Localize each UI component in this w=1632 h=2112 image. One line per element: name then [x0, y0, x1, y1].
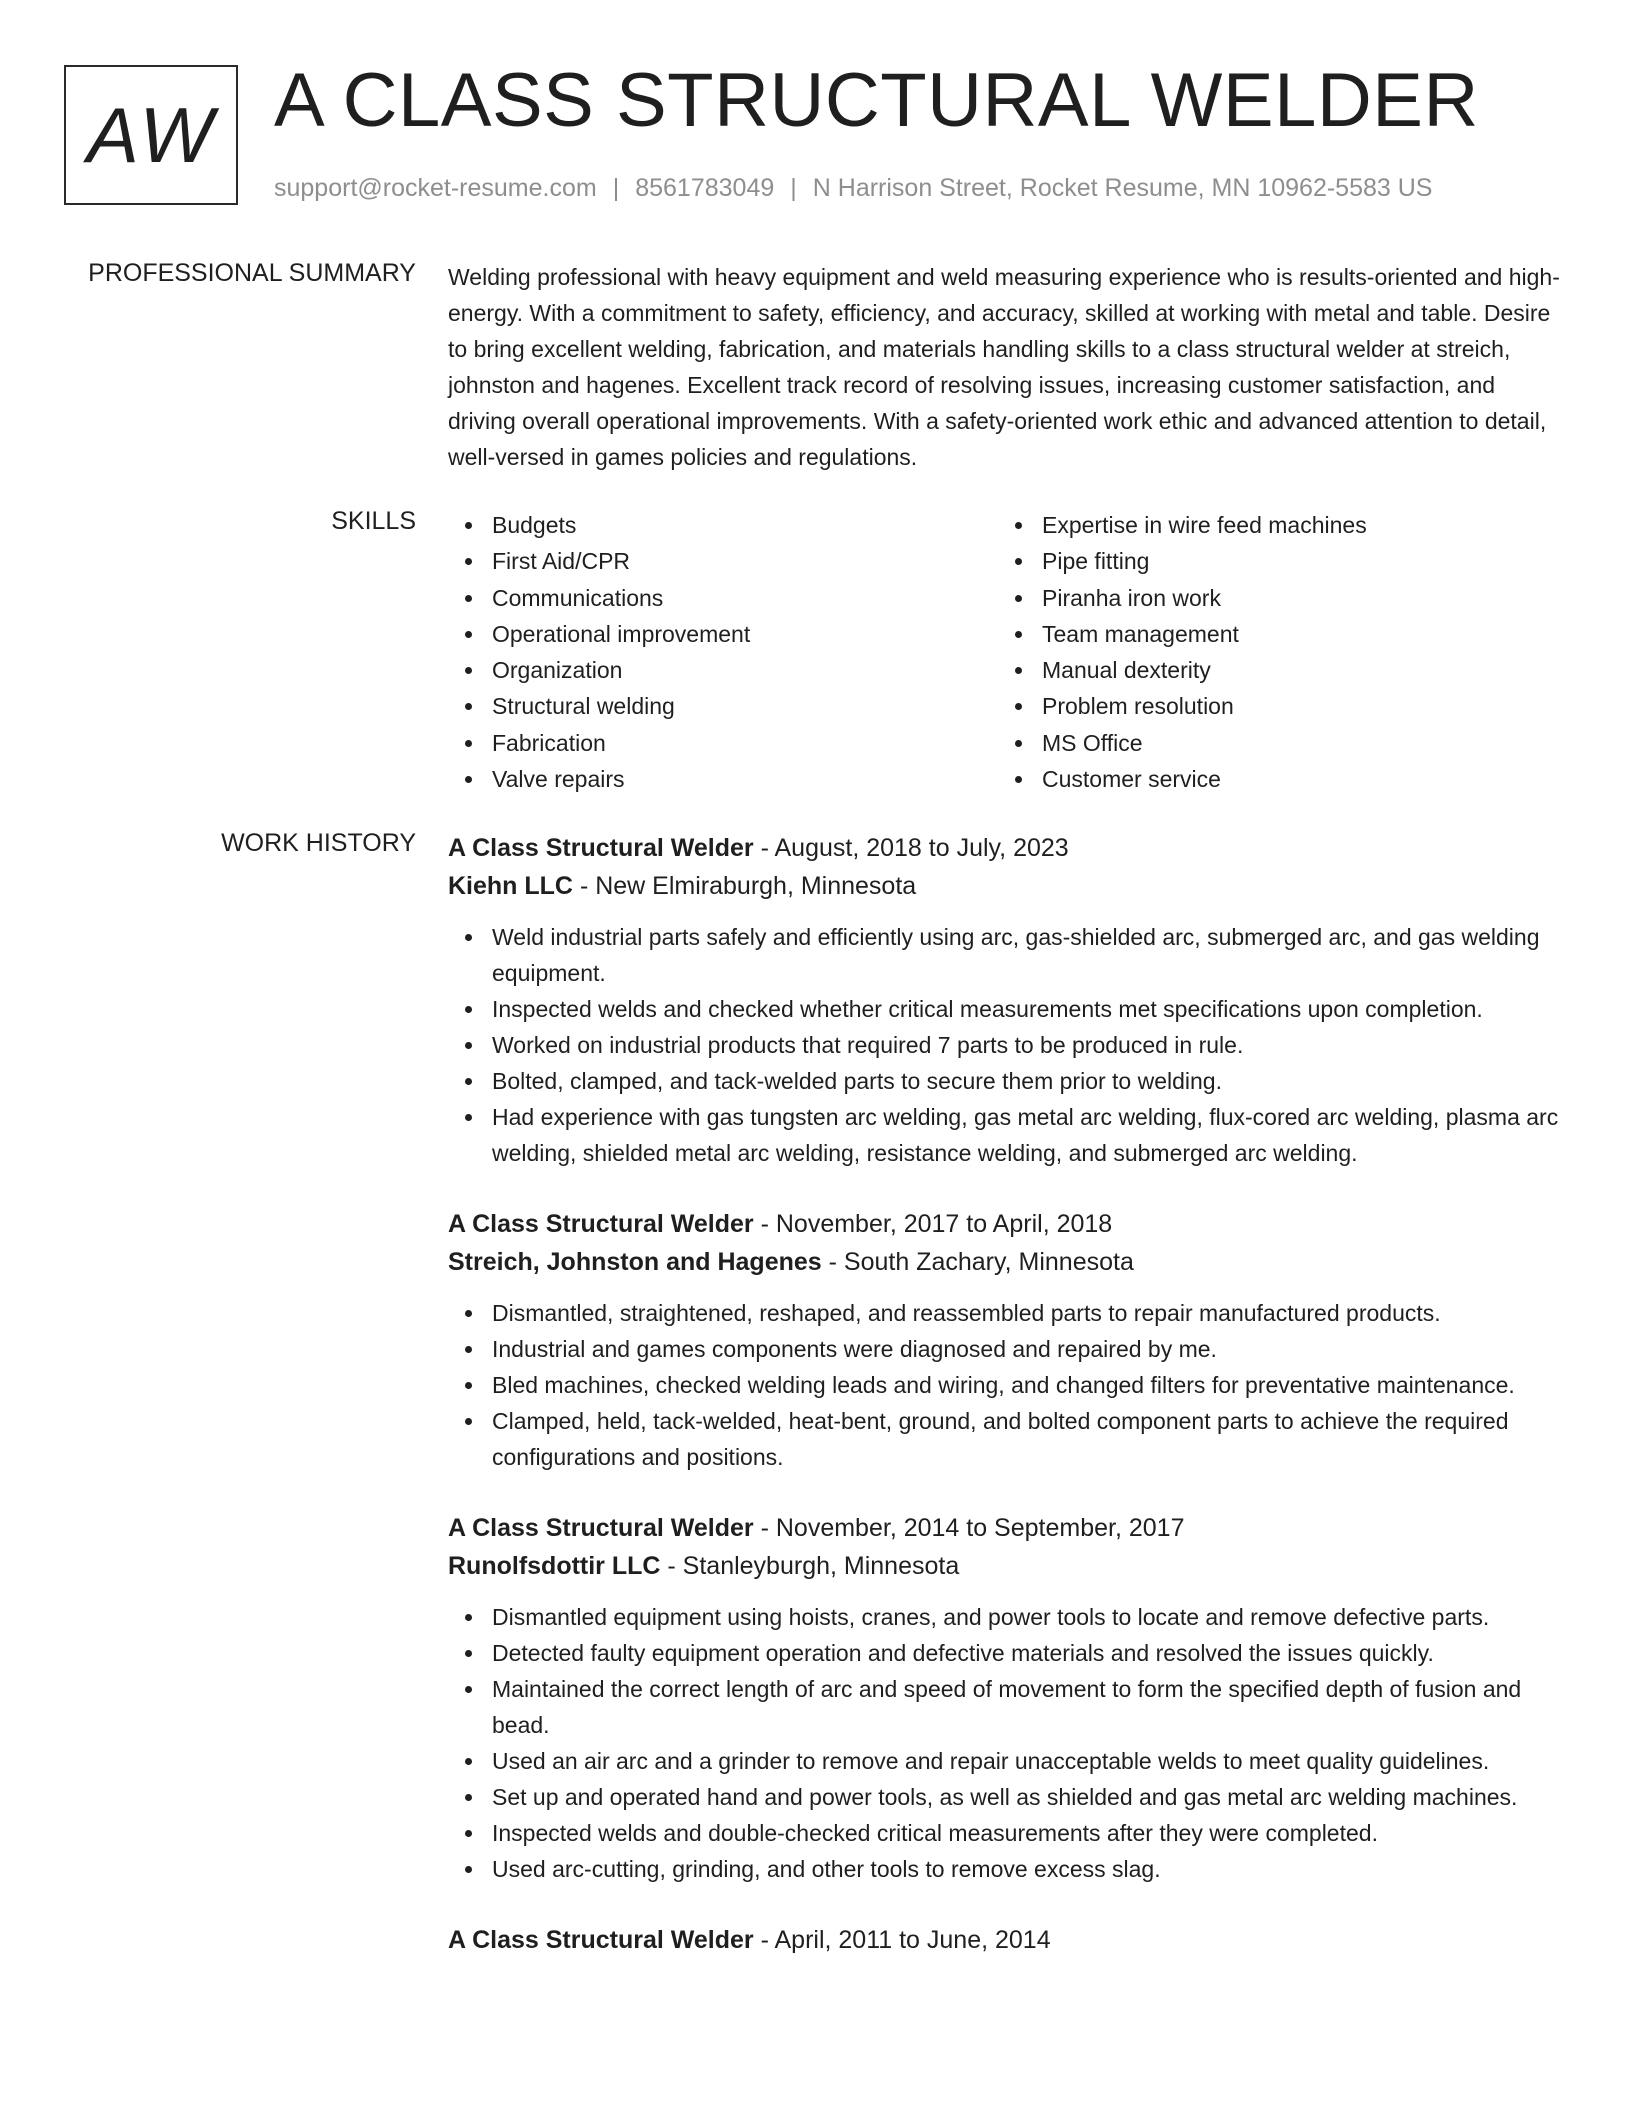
skills-list-left — [448, 507, 998, 797]
skill-item: Manual dexterity — [998, 652, 1548, 688]
job-title-line — [448, 1205, 1568, 1243]
job-title-line — [448, 1509, 1568, 1547]
job-entry — [448, 1205, 1568, 1475]
job-duty-item: Bolted, clamped, and tack-welded parts to secure them prior to welding. — [448, 1063, 1568, 1099]
job-location: - Stanleyburgh, Minnesota — [660, 1552, 960, 1580]
job-company: Streich, Johnston and Hagenes — [448, 1248, 822, 1276]
contact-address: N Harrison Street, Rocket Resume, MN 10962-5583 US — [812, 174, 1433, 202]
job-duties-list — [448, 1599, 1568, 1887]
job-title-line — [448, 1921, 1568, 1959]
job-company-line — [448, 867, 1568, 905]
work-history-list — [448, 829, 1568, 1993]
job-duty-item: Weld industrial parts safely and efficiently using arc, gas-shielded arc, submerged arc, and gas welding equipment. — [448, 919, 1568, 991]
job-company: Kiehn LLC — [448, 872, 573, 900]
job-title: A Class Structural Welder — [448, 1210, 754, 1238]
skill-item: Expertise in wire feed machines — [998, 507, 1548, 543]
job-duty-item: Detected faulty equipment operation and defective materials and resolved the issues quickly. — [448, 1635, 1568, 1671]
job-duty-item: Dismantled equipment using hoists, cranes, and power tools to locate and remove defective parts. — [448, 1599, 1568, 1635]
skill-item: Structural welding — [448, 688, 998, 724]
job-duty-item: Inspected welds and double-checked critical measurements after they were completed. — [448, 1815, 1568, 1851]
skill-item: Valve repairs — [448, 761, 998, 797]
skill-item: Piranha iron work — [998, 580, 1548, 616]
skill-item: Fabrication — [448, 725, 998, 761]
skill-item: Customer service — [998, 761, 1548, 797]
contact-separator: | — [612, 174, 620, 202]
job-duty-item: Bled machines, checked welding leads and wiring, and changed filters for preventative maintenance. — [448, 1367, 1568, 1403]
job-duty-item: Clamped, held, tack-welded, heat-bent, ground, and bolted component parts to achieve the required configurations and positions. — [448, 1403, 1568, 1475]
contact-phone[interactable]: 8561783049 — [635, 174, 775, 202]
job-title-line — [448, 829, 1568, 867]
job-dates: - November, 2014 to September, 2017 — [753, 1514, 1185, 1542]
job-duty-item: Used arc-cutting, grinding, and other tools to remove excess slag. — [448, 1851, 1568, 1887]
job-duty-item: Had experience with gas tungsten arc welding, gas metal arc welding, flux-cored arc welding, plasma arc welding, shielded metal arc welding, resistance welding, and submerged arc welding. — [448, 1099, 1568, 1171]
section-heading: WORK HISTORY — [221, 829, 416, 857]
skill-item: Communications — [448, 580, 998, 616]
skill-item: Budgets — [448, 507, 998, 543]
job-duty-item: Set up and operated hand and power tools, as well as shielded and gas metal arc welding machines. — [448, 1779, 1568, 1815]
job-duty-item: Inspected welds and checked whether critical measurements met specifications upon completion. — [448, 991, 1568, 1027]
contact-separator: | — [790, 174, 797, 202]
skill-item: Team management — [998, 616, 1548, 652]
skill-item: Pipe fitting — [998, 543, 1548, 579]
job-entry — [448, 829, 1568, 1171]
job-title: A Class Structural Welder — [448, 1926, 754, 1954]
resume-name: A CLASS STRUCTURAL WELDER — [274, 58, 1479, 143]
job-duty-item: Maintained the correct length of arc and speed of movement to form the specified depth of fusion and bead. — [448, 1671, 1568, 1743]
skill-item: Problem resolution — [998, 688, 1548, 724]
job-dates: - August, 2018 to July, 2023 — [753, 834, 1069, 862]
monogram-logo: AW — [64, 65, 238, 205]
skill-item: First Aid/CPR — [448, 543, 998, 579]
job-location: - South Zachary, Minnesota — [821, 1248, 1134, 1276]
job-duty-item: Industrial and games components were diagnosed and repaired by me. — [448, 1331, 1568, 1367]
job-company: Runolfsdottir LLC — [448, 1552, 661, 1580]
job-duty-item: Used an air arc and a grinder to remove and repair unacceptable welds to meet quality guidelines. — [448, 1743, 1568, 1779]
job-duty-item: Worked on industrial products that required 7 parts to be produced in rule. — [448, 1027, 1568, 1063]
section-heading: PROFESSIONAL SUMMARY — [88, 259, 416, 287]
job-dates: - November, 2017 to April, 2018 — [753, 1210, 1113, 1238]
job-entry — [448, 1921, 1568, 1959]
contact-line — [274, 174, 1432, 203]
job-dates: - April, 2011 to June, 2014 — [753, 1926, 1051, 1954]
skills-list-right — [998, 507, 1548, 797]
skill-item: MS Office — [998, 725, 1548, 761]
job-company-line — [448, 1243, 1568, 1281]
job-title: A Class Structural Welder — [448, 834, 754, 862]
skill-item: Organization — [448, 652, 998, 688]
job-duty-item: Dismantled, straightened, reshaped, and reassembled parts to repair manufactured products. — [448, 1295, 1568, 1331]
section-heading: SKILLS — [331, 507, 416, 535]
job-duties-list — [448, 919, 1568, 1171]
job-duties-list — [448, 1295, 1568, 1475]
resume-header — [0, 0, 1632, 230]
job-entry — [448, 1509, 1568, 1887]
job-company-line — [448, 1547, 1568, 1585]
job-location: - New Elmiraburgh, Minnesota — [573, 872, 917, 900]
summary-text: Welding professional with heavy equipment and weld measuring experience who is results-oriented and high-energy. With a commitment to safety, efficiency, and accuracy, skilled at working with metal and table. Desire to bring excellent welding, fabrication, and materials handling skills to a class structural welder at streich, johnston and hagenes. Excellent track record of resolving issues, increasing customer satisfaction, and driving overall operational improvements. With a safety-oriented work ethic and advanced attention to detail, well-versed in games policies and regulations. — [448, 264, 1560, 470]
job-title: A Class Structural Welder — [448, 1514, 754, 1542]
skills-columns — [448, 507, 1568, 797]
skill-item: Operational improvement — [448, 616, 998, 652]
contact-email[interactable]: support@rocket-resume.com — [274, 174, 597, 202]
